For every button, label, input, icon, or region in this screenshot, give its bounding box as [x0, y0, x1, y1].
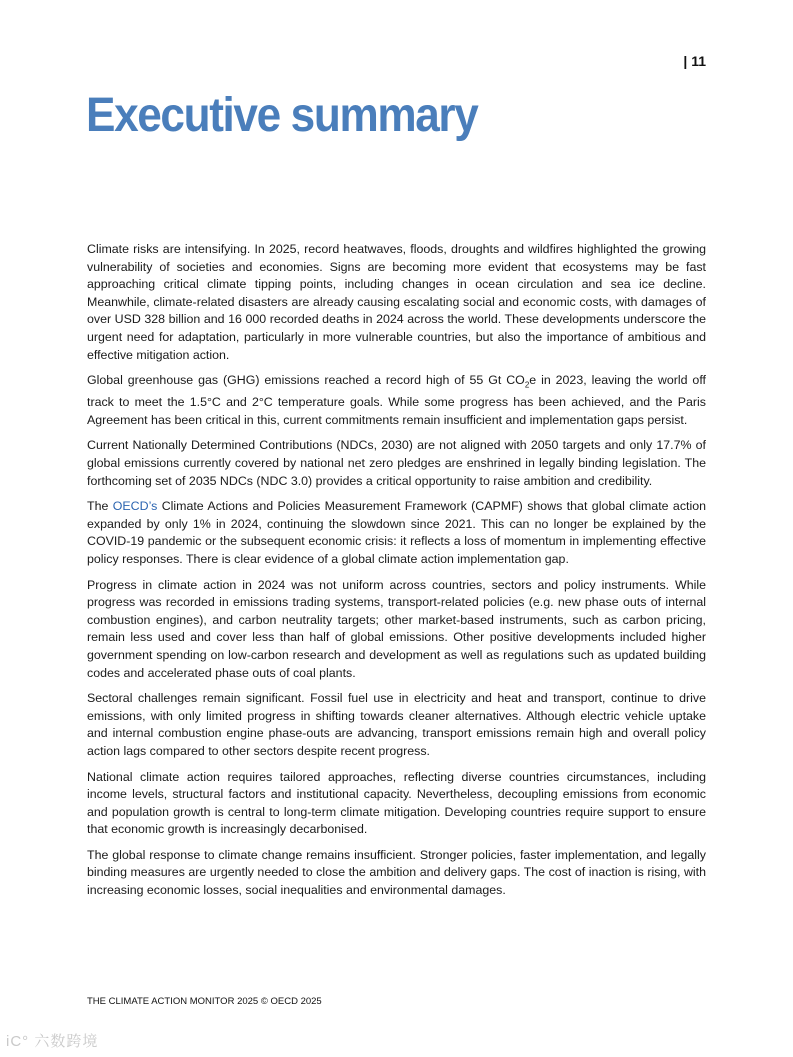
page-title: Executive summary: [86, 89, 478, 142]
watermark: iC° 六数跨境: [6, 1033, 99, 1050]
paragraph-progress: Progress in climate action in 2024 was not uniform across countries, sectors and policy instruments. While progress was recorded in emissions trading systems, transport-related policies (e.g. new phase outs of internal combustion engines), and carbon neutrality targets; other market-based instruments, such as carbon pricing, remain less used and cover less than half of global emissions. Other positive developments included higher government spending on low-carbon research and development as well as regulations such as updated building codes and accelerated phase outs of coal plants.: [87, 577, 706, 680]
capmf-text-end: Climate Actions and Policies Measurement Framework (CAPMF) shows that global climate action expanded by only 1% in 2024, continuing the slowdown since 2021. This can no longer be explained by the COVID-19 pandemic or the subsequent economic crisis: it reflects a loss of momentum in implementing effective policy responses. There is clear evidence of a global climate action implementation gap.: [87, 499, 706, 566]
paragraph-national-action: National climate action requires tailored approaches, reflecting diverse countries circumstances, including income levels, structural factors and institutional capacity. Nevertheless, decoupling emissions from economic and population growth is central to long-term climate mitigation. Developing countries require support to ensure that economic growth is increasingly decarbonised.: [87, 769, 706, 837]
co2-subscript: 2: [524, 380, 530, 390]
ghg-text-start: Global greenhouse gas (GHG) emissions reached a record high of 55 Gt CO: [87, 373, 525, 388]
capmf-text-start: The: [87, 499, 113, 514]
paragraph-climate-risks: Climate risks are intensifying. In 2025, record heatwaves, floods, droughts and wildfires highlighted the growing vulnerability of societies and economies. Signs are becoming more evident that ecosystems may be fast approaching critical climate tipping points, including changes in ocean circulation and sea ice decline. Meanwhile, climate-related disasters are already causing escalating social and economic costs, with damages of over USD 328 billion and 16 000 recorded deaths in 2024 across the world. These developments underscore the urgent need for adaptation, particularly in more vulnerable countries, but also the importance of ambitious and effective mitigation action.: [87, 242, 706, 362]
paragraph-ghg-emissions: [87, 372, 706, 429]
page-number: | 11: [683, 53, 706, 69]
footer: THE CLIMATE ACTION MONITOR 2025 © OECD 2025: [87, 996, 322, 1007]
body-text: [87, 241, 706, 908]
paragraph-global-response: The global response to climate change remains insufficient. Stronger policies, faster implementation, and legally binding measures are urgently needed to close the ambition and delivery gaps. The cost of inaction is rising, with increasing economic losses, social inequalities and environmental damages.: [87, 847, 706, 898]
oecd-link[interactable]: OECD’s: [112, 499, 158, 514]
paragraph-sectoral: Sectoral challenges remain significant. Fossil fuel use in electricity and heat and transport, continue to drive emissions, with only limited progress in shifting towards cleaner alternatives. Although electric vehicle uptake and internal combustion engine phase-outs are advancing, transport emissions remain high and overall policy action lags compared to other sectors despite recent progress.: [87, 691, 706, 758]
ghg-text-end: e in 2023, leaving the world off track to meet the 1.5°C and 2°C temperature goals. While some progress has been achieved, and the Paris Agreement has been critical in this, current commitments remain insufficient and implementation gaps persist.: [87, 373, 706, 427]
paragraph-ndcs: Current Nationally Determined Contributions (NDCs, 2030) are not aligned with 2050 targets and only 17.7% of global emissions currently covered by national net zero pledges are enshrined in legally binding legislation. The forthcoming set of 2035 NDCs (NDC 3.0) provides a critical opportunity to raise ambition and credibility.: [87, 438, 706, 488]
paragraph-capmf: [87, 498, 706, 568]
